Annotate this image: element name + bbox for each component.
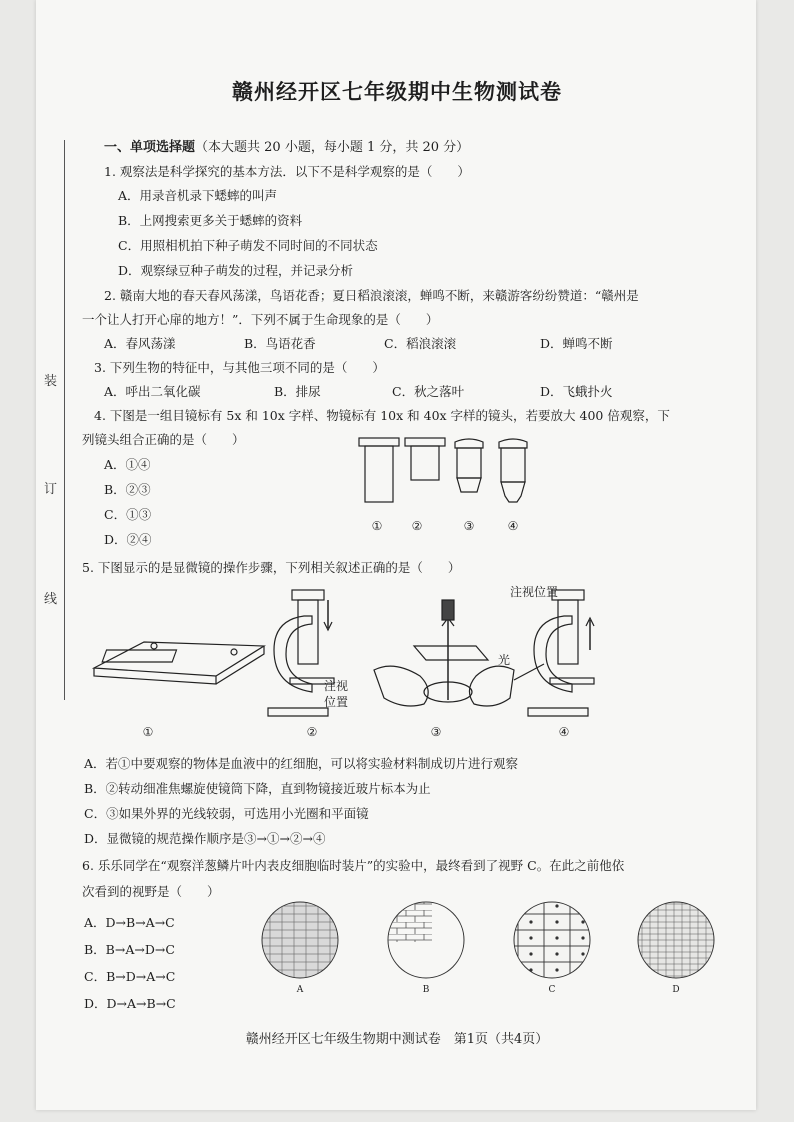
q5-label-3: ③: [430, 725, 442, 739]
section-header: [104, 136, 469, 155]
q5-label-1: ①: [142, 725, 154, 739]
binding-char-xian: 线: [44, 592, 58, 607]
q2-option-b: B．鸟语花香: [244, 336, 316, 351]
objective-short-illustration: [455, 439, 483, 492]
q3-option-d: D．飞蛾扑火: [540, 384, 613, 399]
q4-label-4: ④: [507, 519, 519, 533]
q6-option-a: A．D→B→A→C: [84, 915, 175, 930]
q4-option-d: D．②④: [104, 532, 152, 547]
q1-stem: 1. 观察法是科学探究的基本方法．以下不是科学观察的是（ ）: [104, 164, 470, 179]
q1-option-a: A．用录音机录下蟋蟀的叫声: [118, 188, 278, 203]
q5-label-4: ④: [558, 725, 570, 739]
q1-option-c: C．用照相机拍下种子萌发不同时间的不同状态: [118, 238, 378, 253]
view-d-illustration: [638, 902, 714, 978]
q2-stem-line1: 2. 赣南大地的春天春风荡漾，鸟语花香；夏日稻浪滚滚，蝉鸣不断，来赣游客纷纷赞道：“赣州是: [104, 288, 639, 303]
q2-option-d: D．蝉鸣不断: [540, 336, 613, 351]
q2-stem-line2: 一个让人打开心扉的地方！”．下列不属于生命现象的是（ ）: [82, 312, 439, 327]
q4-option-b: B．②③: [104, 482, 151, 497]
q4-stem-line1: 4. 下图是一组目镜标有 5x 和 10x 字样、物镜标有 10x 和 40x 字样的镜头，若要放大 400 倍观察，下: [94, 408, 670, 423]
q3-option-a: A．呼出二氧化碳: [104, 384, 201, 399]
microscope-raising-illustration: [528, 590, 594, 716]
q6-stem-line1: 6. 乐乐同学在“观察洋葱鳞片叶内表皮细胞临时装片”的实验中，最终看到了视野 C。在此之前他依: [82, 858, 625, 873]
hands-mirror-illustration: [374, 600, 544, 706]
q5-option-d: D．显微镜的规范操作顺序是③→①→②→④: [84, 831, 326, 846]
q2-option-a: A．春风荡漾: [104, 336, 176, 351]
q6-label-b: B: [422, 985, 430, 995]
view-b-cells: [388, 902, 432, 942]
binding-char-ding: 订: [44, 482, 58, 497]
q5-microscope-figure: [84, 580, 624, 740]
binding-char-zhuang: 装: [44, 374, 58, 389]
q5-option-c: C．③如果外界的光线较弱，可选用小光圈和平面镜: [84, 806, 369, 821]
q4-label-1: ①: [371, 519, 383, 533]
q5-label-2: ②: [306, 725, 318, 739]
q6-stem-line2: 次看到的视野是（ ）: [82, 884, 220, 899]
q3-option-b: B．排尿: [274, 384, 321, 399]
q4-option-a: A．①④: [104, 457, 151, 472]
page-title: 赣州经开区七年级期中生物测试卷: [232, 79, 562, 104]
q3-option-c: C．秋之落叶: [392, 384, 465, 399]
page-footer: 赣州经开区七年级生物期中测试卷 第1页（共4页）: [245, 1032, 549, 1047]
objective-long-illustration: [499, 439, 527, 502]
q4-label-3: ③: [463, 519, 475, 533]
view-c-illustration: [514, 902, 590, 978]
q6-label-a: A: [296, 985, 304, 995]
q5-label-top: 注视位置: [510, 585, 559, 599]
q1-option-b: B．上网搜索更多关于蟋蟀的资料: [118, 213, 303, 228]
section-heading: 一、单项选择题: [104, 140, 196, 155]
q4-lens-figure: [355, 434, 555, 544]
q4-option-c: C．①③: [104, 507, 152, 522]
q1-option-d: D．观察绿豆种子萌发的过程，并记录分析: [118, 263, 354, 278]
q5-label-weizhi: 位置: [324, 695, 349, 709]
eyepiece-long-illustration: [359, 438, 399, 502]
q6-field-of-view-figure: [258, 898, 728, 998]
q5-stem: 5. 下图显示的是显微镜的操作步骤，下列相关叙述正确的是（ ）: [82, 560, 461, 575]
binding-line: [64, 140, 65, 700]
eyepiece-short-illustration: [405, 438, 445, 480]
q5-label-light: 光: [498, 653, 511, 667]
view-a-illustration: [262, 902, 338, 978]
q6-option-c: C．B→D→A→C: [84, 969, 176, 984]
q6-option-b: B．B→A→D→C: [84, 942, 175, 957]
q6-label-c: C: [548, 985, 556, 995]
q4-label-2: ②: [411, 519, 423, 533]
q3-stem: 3. 下列生物的特征中，与其他三项不同的是（ ）: [94, 360, 385, 375]
section-note: （本大题共 20 小题，每小题 1 分，共 20 分）: [195, 140, 470, 155]
q5-label-zhu: 注视: [324, 679, 349, 693]
q5-option-a: A．若①中要观察的物体是血液中的红细胞，可以将实验材料制成切片进行观察: [84, 756, 519, 771]
q6-option-d: D．D→A→B→C: [84, 996, 176, 1011]
q5-option-b: B．②转动细准焦螺旋使镜筒下降，直到物镜接近玻片标本为止: [84, 781, 431, 796]
q4-stem-line2: 列镜头组合正确的是（ ）: [82, 432, 245, 447]
stage-slide-illustration: [94, 642, 264, 684]
q2-option-c: C．稻浪滚滚: [384, 336, 457, 351]
q6-label-d: D: [672, 985, 680, 995]
